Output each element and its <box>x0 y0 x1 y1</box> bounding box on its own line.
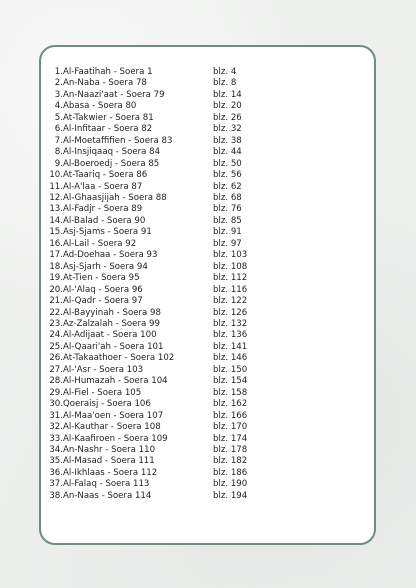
toc-row <box>46 250 346 261</box>
toc-page: blz. 116 <box>213 284 248 295</box>
toc-page: blz. 14 <box>213 89 242 100</box>
toc-title: Al-Kaafiroen - Soera 109 <box>63 433 168 444</box>
toc-number: 24. <box>49 330 63 341</box>
toc-row <box>46 193 346 204</box>
toc-title: Al-A'laa - Soera 87 <box>63 181 143 192</box>
toc-page: blz. 141 <box>213 341 248 352</box>
toc-title: Al-Infitaar - Soera 82 <box>63 124 153 135</box>
toc-number: 37. <box>49 479 63 490</box>
toc-number: 9. <box>54 158 63 169</box>
toc-number: 15. <box>49 227 63 238</box>
toc-page: blz. 150 <box>213 364 248 375</box>
toc-title: An-Naas - Soera 114 <box>63 490 152 501</box>
toc-page: blz. 56 <box>213 170 242 181</box>
toc-row <box>46 479 346 490</box>
toc-page: blz. 32 <box>213 124 242 135</box>
toc-page: blz. 162 <box>213 399 248 410</box>
toc-page: blz. 8 <box>213 78 237 89</box>
toc-row <box>46 422 346 433</box>
toc-row <box>46 182 346 193</box>
toc-title: Qoeraisj - Soera 106 <box>63 399 151 410</box>
toc-page: blz. 146 <box>213 353 248 364</box>
toc-number: 32. <box>49 422 63 433</box>
toc-title: Al-'Asr - Soera 103 <box>63 364 144 375</box>
toc-row <box>46 411 346 422</box>
toc-row <box>46 456 346 467</box>
toc-number: 33. <box>49 433 63 444</box>
toc-number: 12. <box>49 192 63 203</box>
toc-row <box>46 388 346 399</box>
toc-page: blz. 170 <box>213 422 248 433</box>
toc-title: At-Takwier - Soera 81 <box>63 112 154 123</box>
toc-number: 14. <box>49 215 63 226</box>
toc-row <box>46 365 346 376</box>
toc-page: blz. 62 <box>213 181 242 192</box>
toc-row <box>46 78 346 89</box>
toc-row <box>46 273 346 284</box>
toc-page: blz. 136 <box>213 330 248 341</box>
toc-page: blz. 190 <box>213 479 248 490</box>
toc-number: 22. <box>49 307 63 318</box>
toc-number: 13. <box>49 204 63 215</box>
toc-number: 38. <box>49 490 63 501</box>
toc-number: 2. <box>54 78 63 89</box>
toc-title: At-Tien - Soera 95 <box>63 273 140 284</box>
toc-row <box>46 227 346 238</box>
toc-row <box>46 342 346 353</box>
toc-row <box>46 285 346 296</box>
toc-title: Az-Zalzalah - Soera 99 <box>63 318 160 329</box>
toc-row <box>46 204 346 215</box>
toc-row <box>46 376 346 387</box>
toc-title: Ad-Doehaa - Soera 93 <box>63 250 158 261</box>
toc-number: 28. <box>49 376 63 387</box>
toc-number: 6. <box>54 124 63 135</box>
toc-number: 1. <box>54 67 63 77</box>
toc-row <box>46 330 346 341</box>
toc-page: blz. 158 <box>213 387 248 398</box>
toc-number: 26. <box>49 353 63 364</box>
toc-page: blz. 122 <box>213 296 248 307</box>
toc-page: blz. 68 <box>213 192 242 203</box>
toc-title: Al-Insjiqaaq - Soera 84 <box>63 147 161 158</box>
toc-title: Al-Moetaffifien - Soera 83 <box>63 135 173 146</box>
toc-page: blz. 50 <box>213 158 242 169</box>
toc-page: blz. 4 <box>213 67 237 77</box>
toc-page: blz. 112 <box>213 273 248 284</box>
toc-row <box>46 216 346 227</box>
toc-page: blz. 97 <box>213 238 242 249</box>
toc-title: Al-Qaari'ah - Soera 101 <box>63 341 164 352</box>
toc-page: blz. 182 <box>213 456 248 467</box>
toc-row <box>46 170 346 181</box>
toc-row <box>46 445 346 456</box>
toc-title: Al-Fiel - Soera 105 <box>63 387 142 398</box>
toc-number: 7. <box>54 135 63 146</box>
toc-title: Al-Fadjr - Soera 89 <box>63 204 143 215</box>
toc-title: Al-Humazah - Soera 104 <box>63 376 168 387</box>
toc-number: 18. <box>49 261 63 272</box>
toc-page: blz. 91 <box>213 227 242 238</box>
toc-title: Abasa - Soera 80 <box>63 101 137 112</box>
toc-page: blz. 108 <box>213 261 248 272</box>
toc-number: 30. <box>49 399 63 410</box>
toc-number: 5. <box>54 112 63 123</box>
toc-title: Al-'Alaq - Soera 96 <box>63 284 143 295</box>
toc-title: Al-Kauthar - Soera 108 <box>63 422 161 433</box>
toc-row <box>46 468 346 479</box>
toc-number: 27. <box>49 364 63 375</box>
toc-number: 31. <box>49 410 63 421</box>
toc-number: 34. <box>49 444 63 455</box>
toc-title: Asj-Sjams - Soera 91 <box>63 227 152 238</box>
toc-page: blz. 132 <box>213 318 248 329</box>
toc-page: blz. 26 <box>213 112 242 123</box>
toc-page: blz. 103 <box>213 250 248 261</box>
toc-number: 17. <box>49 250 63 261</box>
toc-number: 23. <box>49 318 63 329</box>
toc-page: blz. 38 <box>213 135 242 146</box>
toc-page: blz. 178 <box>213 444 248 455</box>
toc-title: An-Naazi'aat - Soera 79 <box>63 89 165 100</box>
toc-row <box>46 319 346 330</box>
toc-title: Al-Falaq - Soera 113 <box>63 479 150 490</box>
toc-number: 19. <box>49 273 63 284</box>
toc-page: blz. 166 <box>213 410 248 421</box>
toc-page: blz. 44 <box>213 147 242 158</box>
toc-row <box>46 239 346 250</box>
toc-row <box>46 124 346 135</box>
toc-row <box>46 262 346 273</box>
toc-number: 25. <box>49 341 63 352</box>
toc-row <box>46 101 346 112</box>
toc-page: blz. 76 <box>213 204 242 215</box>
toc-number: 3. <box>54 89 63 100</box>
toc-row <box>46 491 346 502</box>
toc-title: Al-Balad - Soera 90 <box>63 215 146 226</box>
toc-title: Al-Bayyinah - Soera 98 <box>63 307 161 318</box>
toc-row <box>46 113 346 124</box>
toc-title: Al-Maa'oen - Soera 107 <box>63 410 164 421</box>
toc-page: blz. 85 <box>213 215 242 226</box>
toc-row <box>46 90 346 101</box>
toc-row <box>46 67 346 78</box>
toc-row <box>46 296 346 307</box>
toc-title: Al-Lail - Soera 92 <box>63 238 137 249</box>
toc-number: 11. <box>49 181 63 192</box>
toc-row <box>46 308 346 319</box>
toc-number: 36. <box>49 467 63 478</box>
toc-number: 20. <box>49 284 63 295</box>
toc-title: Al-Faatihah - Soera 1 <box>63 67 153 77</box>
toc-page: blz. 126 <box>213 307 248 318</box>
toc-row <box>46 399 346 410</box>
toc-number: 4. <box>54 101 63 112</box>
toc-row <box>46 353 346 364</box>
toc-page: blz. 186 <box>213 467 248 478</box>
toc-number: 16. <box>49 238 63 249</box>
toc-number: 21. <box>49 296 63 307</box>
toc-row <box>46 136 346 147</box>
table-of-contents <box>46 67 346 502</box>
toc-row <box>46 147 346 158</box>
toc-number: 35. <box>49 456 63 467</box>
toc-title: Al-Masad - Soera 111 <box>63 456 155 467</box>
toc-row <box>46 159 346 170</box>
toc-title: An-Naba - Soera 78 <box>63 78 147 89</box>
toc-row <box>46 434 346 445</box>
toc-title: Al-Adijaat - Soera 100 <box>63 330 157 341</box>
toc-number: 10. <box>49 170 63 181</box>
toc-title: Al-Qadr - Soera 97 <box>63 296 143 307</box>
toc-number: 8. <box>54 147 63 158</box>
toc-title: An-Nashr - Soera 110 <box>63 444 156 455</box>
toc-title: Al-Ghaasjijah - Soera 88 <box>63 192 167 203</box>
toc-title: Asj-Sjarh - Soera 94 <box>63 261 148 272</box>
toc-page: blz. 20 <box>213 101 242 112</box>
toc-title: Al-Boeroedj - Soera 85 <box>63 158 160 169</box>
toc-title: At-Takaathoer - Soera 102 <box>63 353 175 364</box>
toc-page: blz. 154 <box>213 376 248 387</box>
toc-title: At-Taariq - Soera 86 <box>63 170 148 181</box>
toc-title: Al-Ikhlaas - Soera 112 <box>63 467 158 478</box>
toc-number: 29. <box>49 387 63 398</box>
toc-page: blz. 194 <box>213 490 248 501</box>
toc-page: blz. 174 <box>213 433 248 444</box>
